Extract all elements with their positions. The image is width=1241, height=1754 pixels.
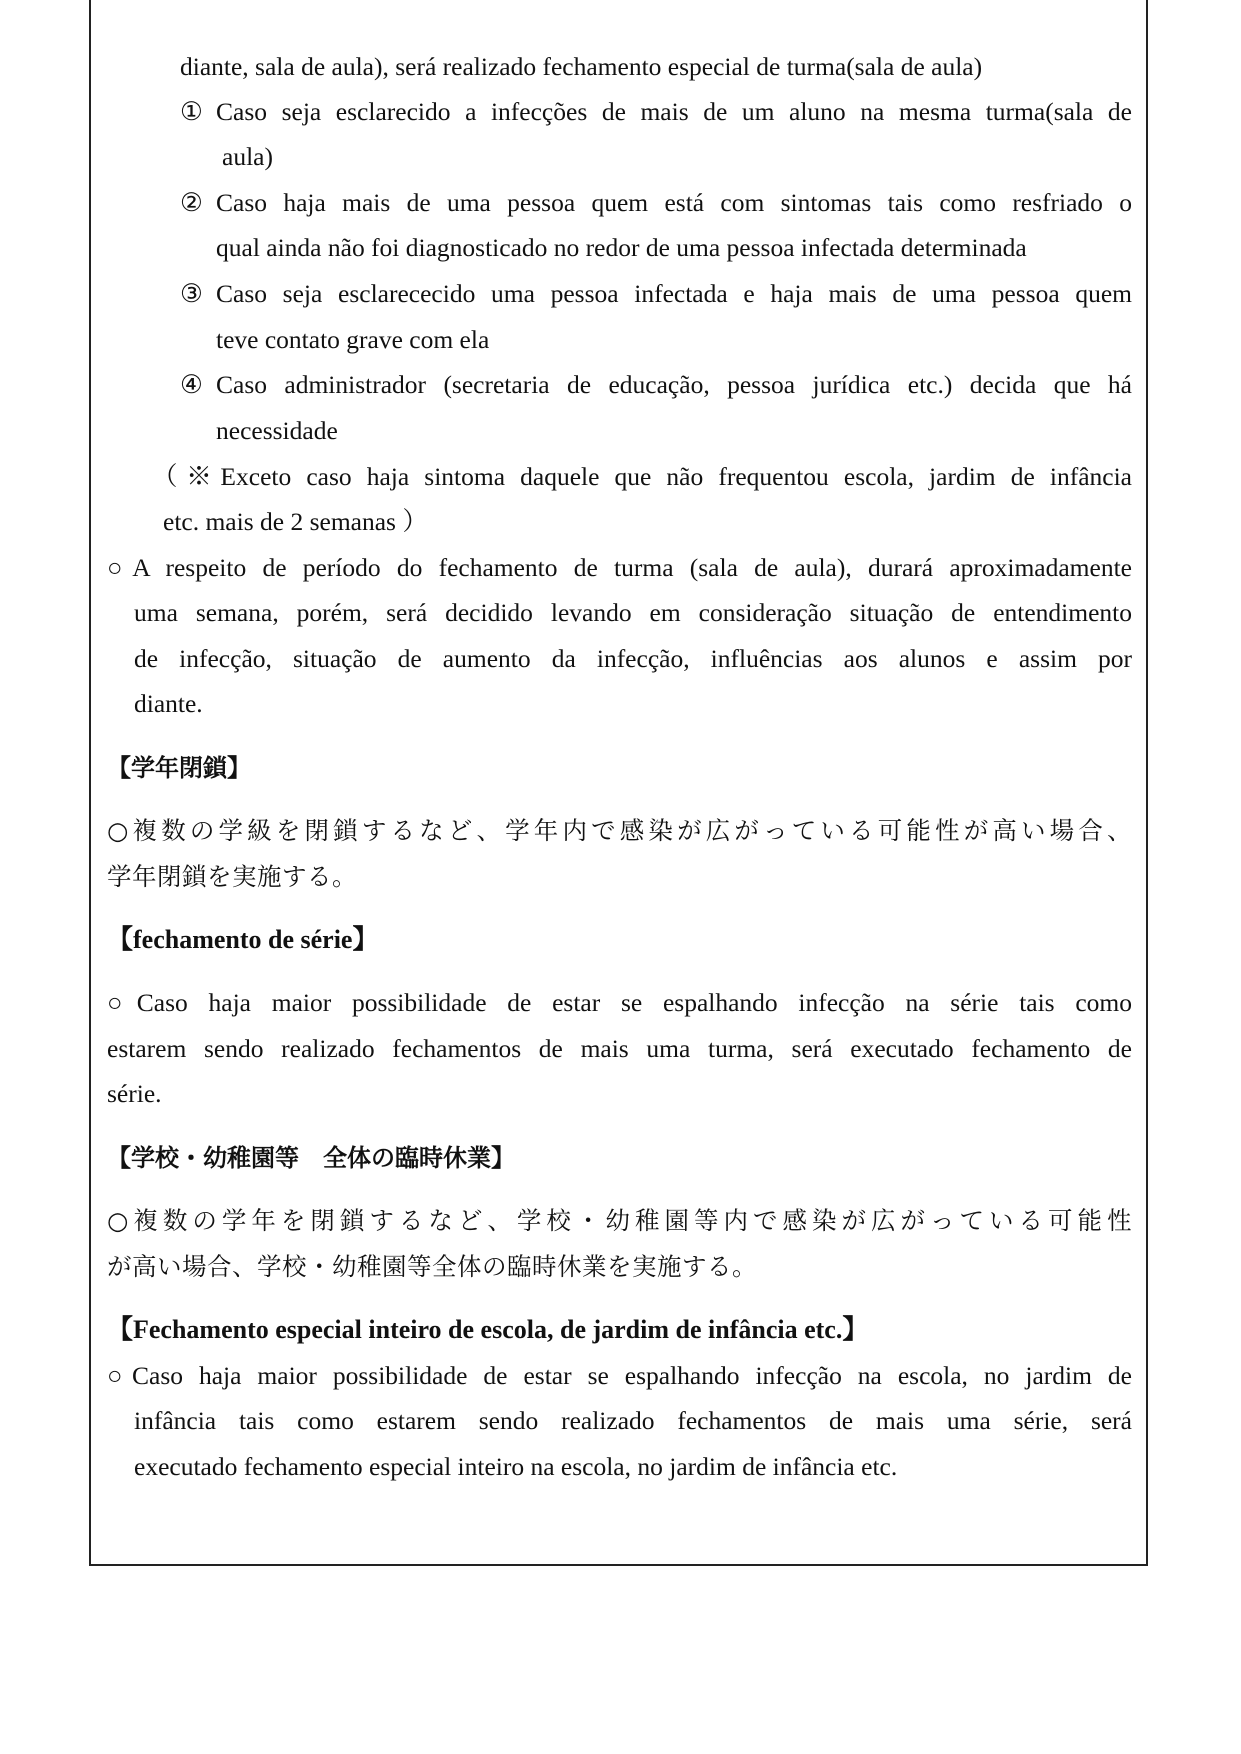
- list-marker-1: ①: [180, 97, 203, 126]
- grade-closure-jp-line-2: 学年閉鎖を実施する。: [107, 862, 357, 891]
- school-closure-heading-jp: 【学校・幼稚園等 全体の臨時休業】: [107, 1144, 515, 1172]
- list-marker-3: ③: [180, 279, 203, 308]
- period-paragraph-line-2: uma semana, porém, será decidido levando em consideração situação de entendimento: [134, 598, 1132, 627]
- list-marker-4: ④: [180, 370, 203, 399]
- note-line-1: （※Exceto caso haja sintoma daquele que não frequentou escola, jardim de infância: [152, 462, 1132, 491]
- school-closure-heading-pt: 【Fechamento especial inteiro de escola, de jardim de infância etc.】: [107, 1315, 869, 1344]
- list-item-2-line-1: Caso haja mais de uma pessoa quem está com sintomas tais como resfriado o: [216, 188, 1132, 217]
- school-closure-jp-line-2: が高い場合、学校・幼稚園等全体の臨時休業を実施する。: [107, 1252, 757, 1281]
- school-closure-pt-line-1: ○Caso haja maior possibilidade de estar se espalhando infecção na escola, no jardim de: [107, 1361, 1132, 1390]
- grade-closure-pt-line-2: estarem sendo realizado fechamentos de mais uma turma, será executado fechamento de: [107, 1034, 1132, 1063]
- grade-closure-pt-line-3: série.: [107, 1079, 162, 1108]
- period-paragraph-line-1: ○A respeito de período do fechamento de turma (sala de aula), durará aproximadamente: [107, 553, 1132, 582]
- list-item-2-line-2: qual ainda não foi diagnosticado no redor de uma pessoa infectada determinada: [216, 233, 1027, 262]
- list-item-1-line-1: Caso seja esclarecido a infecções de mais de um aluno na mesma turma(sala de: [216, 97, 1132, 126]
- list-item-3-line-1: Caso seja esclarececido uma pessoa infectada e haja mais de uma pessoa quem: [216, 279, 1132, 308]
- school-closure-pt-line-3: executado fechamento especial inteiro na escola, no jardim de infância etc.: [134, 1452, 898, 1481]
- grade-closure-jp-line-1: ○複数の学級を閉鎖するなど、学年内で感染が広がっている可能性が高い場合、: [107, 816, 1132, 845]
- grade-closure-heading-jp: 【学年閉鎖】: [107, 754, 251, 782]
- intro-line: diante, sala de aula), será realizado fechamento especial de turma(sala de aula): [180, 52, 983, 81]
- period-paragraph-line-3: de infecção, situação de aumento da infecção, influências aos alunos e assim por: [134, 644, 1132, 673]
- note-line-2: etc. mais de 2 semanas ）: [163, 507, 428, 536]
- list-item-4-line-2: necessidade: [216, 416, 338, 445]
- school-closure-pt-line-2: infância tais como estarem sendo realizado fechamentos de mais uma série, será: [134, 1406, 1132, 1435]
- list-item-1-line-2: aula): [222, 142, 273, 171]
- list-item-3-line-2: teve contato grave com ela: [216, 325, 490, 354]
- list-marker-2: ②: [180, 188, 203, 217]
- list-item-4-line-1: Caso administrador (secretaria de educação, pessoa jurídica etc.) decida que há: [216, 370, 1132, 399]
- period-paragraph-line-4: diante.: [134, 689, 203, 718]
- school-closure-jp-line-1: ○複数の学年を閉鎖するなど、学校・幼稚園等内で感染が広がっている可能性: [107, 1206, 1132, 1235]
- grade-closure-pt-line-1: ○Caso haja maior possibilidade de estar se espalhando infecção na série tais como: [107, 988, 1132, 1017]
- grade-closure-heading-pt: 【fechamento de série】: [107, 925, 379, 954]
